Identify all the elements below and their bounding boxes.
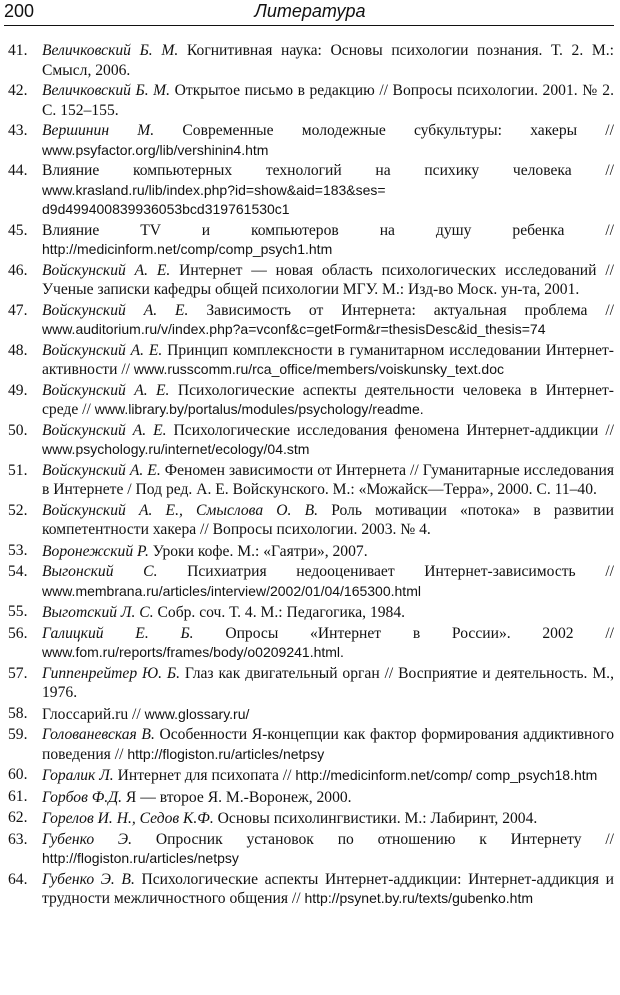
reference-text: Собр. соч. Т. 4. М.: Педагогика, 1984. <box>153 604 406 621</box>
reference-number: 57. <box>8 664 28 682</box>
reference-text: Психологические аспекты Интернет-аддикции: Интернет-аддикция и трудности межличностного общения // <box>42 870 614 907</box>
reference-url[interactable]: www.library.by/portalus/modules/psychology/readme. <box>94 401 424 417</box>
reference-url[interactable]: www.psyfactor.org/lib/vershinin4.htm <box>42 141 269 158</box>
reference-author: Воронежский Р. <box>42 542 149 560</box>
reference-number: 41. <box>8 42 28 59</box>
reference-url[interactable]: www.krasland.ru/lib/index.php?id=show&aid=183&ses= d9d499400839936053bcd319761530c1 <box>42 181 386 217</box>
reference-text: Феномен зависимости от Интернета // Гуманитарные исследования в Интернете / Под ред. А. Е. Войскунского. М.: «Можайск—Терра», 2000. С. 11–40. <box>42 461 615 498</box>
reference-text: Влияние компьютерных технологий на психику человека // <box>42 162 614 179</box>
reference-number: 62. <box>8 809 28 826</box>
reference-author: Войскунский А. Е. <box>42 261 171 279</box>
reference-text: Зависимость от Интернета: актуальная проблема // <box>188 301 614 319</box>
reference-url[interactable]: http://medicinform.net/comp/comp_psych1.htm <box>42 241 333 257</box>
reference-text: Открытое письмо в редакцию // Вопросы психологии. 2001. № 2. С. 152–155. <box>42 82 614 119</box>
reference-item <box>8 603 614 623</box>
reference-number: 44. <box>8 162 28 179</box>
reference-number: 51. <box>8 461 28 479</box>
reference-text: Я — второе Я. М.-Воронеж, 2000. <box>122 788 352 806</box>
reference-author: Галицкий Е. Б. <box>42 624 194 642</box>
reference-text: Принцип комплексности в гуманитарном исследовании Интернет-активности // <box>42 341 614 378</box>
reference-item <box>8 122 614 160</box>
reference-number: 53. <box>8 541 28 559</box>
reference-item <box>8 82 614 120</box>
reference-item <box>8 788 614 808</box>
reference-url[interactable]: http://medicinform.net/comp/ comp_psych18.htm <box>295 767 598 783</box>
reference-number: 61. <box>8 787 28 805</box>
reference-url[interactable]: www.membrana.ru/articles/interview/2002/01/04/165300.html <box>42 582 421 599</box>
reference-text: Интернет для психопата // <box>113 767 296 784</box>
reference-number: 56. <box>8 624 28 642</box>
reference-item <box>8 222 614 260</box>
reference-item <box>8 422 614 460</box>
reference-url[interactable]: www.auditorium.ru/v/index.php?a=vconf&c=getForm&r=thesisDesc&id_thesis=74 <box>42 321 546 337</box>
reference-text: Психологические аспекты деятельности человека в Интернет-среде // <box>42 381 615 418</box>
reference-number: 52. <box>8 501 28 519</box>
reference-url[interactable]: http://psynet.by.ru/texts/gubenko.htm <box>304 890 534 906</box>
reference-url[interactable]: http://flogiston.ru/articles/netpsy <box>42 850 239 866</box>
reference-number: 43. <box>8 122 28 139</box>
reference-list <box>8 42 614 911</box>
reference-item <box>8 831 614 869</box>
reference-text: Глоссарий.ru // <box>42 705 145 723</box>
reference-item <box>8 871 614 909</box>
reference-number: 47. <box>8 301 28 319</box>
reference-text: Влияние TV и компьютеров на душу ребенка // <box>42 221 614 239</box>
reference-number: 45. <box>8 221 28 239</box>
reference-author: Войскунский А. Е. <box>42 381 170 399</box>
reference-text: Интернет — новая область психологических исследований // Ученые записки кафедры общей психологии МГУ. М.: Изд-во Моск. ун-та, 2001. <box>42 261 614 298</box>
reference-item <box>8 809 614 829</box>
reference-url[interactable]: http://flogiston.ru/articles/netpsy <box>127 745 325 762</box>
reference-author: Войскунский А. Е., Смыслова О. В. <box>42 501 319 519</box>
reference-item <box>8 705 614 725</box>
reference-number: 60. <box>8 766 28 783</box>
reference-item <box>8 542 614 562</box>
reference-author: Выгонский С. <box>42 563 158 580</box>
reference-text: Опросник установок по отношению к Интернету // <box>132 830 614 848</box>
reference-text: Особенности Я-концепции как фактор формирования аддиктивного поведения // <box>42 726 615 763</box>
reference-number: 59. <box>8 726 28 743</box>
reference-number: 54. <box>8 563 28 580</box>
reference-author: Губенко Э. <box>42 830 133 848</box>
reference-author: Войскунский А. Е. <box>42 301 189 319</box>
reference-item <box>8 625 614 663</box>
reference-text: Глаз как двигательный орган // Восприятие и деятельность. М., 1976. <box>42 664 614 701</box>
reference-author: Войскунский А. Е. <box>42 461 161 479</box>
reference-text: Основы психолингвистики. М.: Лабиринт, 2004. <box>213 810 538 827</box>
reference-number: 63. <box>8 830 28 848</box>
running-title: Литература <box>254 1 366 21</box>
reference-author: Войскунский А. Е. <box>42 341 163 359</box>
reference-url[interactable]: www.russcomm.ru/rca_office/members/voiskunsky_text.doc <box>133 361 504 377</box>
reference-number: 48. <box>8 341 28 359</box>
reference-number: 55. <box>8 603 28 620</box>
reference-text: Опросы «Интернет в России». 2002 // <box>193 624 614 642</box>
reference-item <box>8 502 614 540</box>
reference-item <box>8 162 614 220</box>
reference-author: Вершинин М. <box>42 122 155 139</box>
reference-text: Психологические исследования феномена Интернет-аддикции // <box>166 421 614 439</box>
reference-author: Величковский Б. М. <box>42 42 179 59</box>
reference-item <box>8 726 614 764</box>
reference-author: Гиппенрейтер Ю. Б. <box>42 664 180 682</box>
header-rule <box>4 25 614 26</box>
reference-url[interactable]: www.fom.ru/reports/frames/body/o0209241.html. <box>42 644 344 660</box>
reference-item <box>8 302 614 340</box>
reference-number: 64. <box>8 870 28 888</box>
reference-text: Уроки кофе. М.: «Гаятри», 2007. <box>148 542 368 560</box>
reference-item <box>8 262 614 300</box>
reference-number: 46. <box>8 261 28 279</box>
reference-text: Психиатрия недооценивает Интернет-зависимость // <box>157 563 614 580</box>
reference-author: Выготский Л. С. <box>42 604 154 621</box>
reference-url[interactable]: www.psychology.ru/internet/ecology/04.stm <box>42 441 310 457</box>
reference-item <box>8 766 614 786</box>
reference-author: Горелов И. Н., Седов К.Ф. <box>42 810 214 827</box>
reference-text: Когнитивная наука: Основы психологии познания. Т. 2. М.: Смысл, 2006. <box>42 42 614 79</box>
reference-author: Горбов Ф.Д. <box>42 788 123 806</box>
reference-item <box>8 342 614 380</box>
reference-author: Голованевская В. <box>42 726 155 743</box>
reference-text: Роль мотивации «потока» в развитии компетентности хакера // Вопросы психологии. 2003. № 4. <box>42 501 614 538</box>
reference-item <box>8 42 614 80</box>
reference-url[interactable]: www.glossary.ru/ <box>144 705 250 722</box>
reference-number: 58. <box>8 704 28 722</box>
reference-item <box>8 563 614 601</box>
reference-author: Губенко Э. В. <box>42 870 135 888</box>
reference-number: 50. <box>8 421 28 439</box>
reference-text: Современные молодежные субкультуры: хакеры // <box>154 122 614 139</box>
reference-item <box>8 665 614 703</box>
reference-author: Величковский Б. М. <box>42 82 171 99</box>
page-number: 200 <box>4 1 35 21</box>
reference-item <box>8 382 614 420</box>
reference-item <box>8 462 614 500</box>
reference-number: 42. <box>8 82 28 99</box>
reference-number: 49. <box>8 381 28 399</box>
reference-author: Горалик Л. <box>42 767 114 784</box>
reference-author: Войскунский А. Е. <box>42 421 167 439</box>
